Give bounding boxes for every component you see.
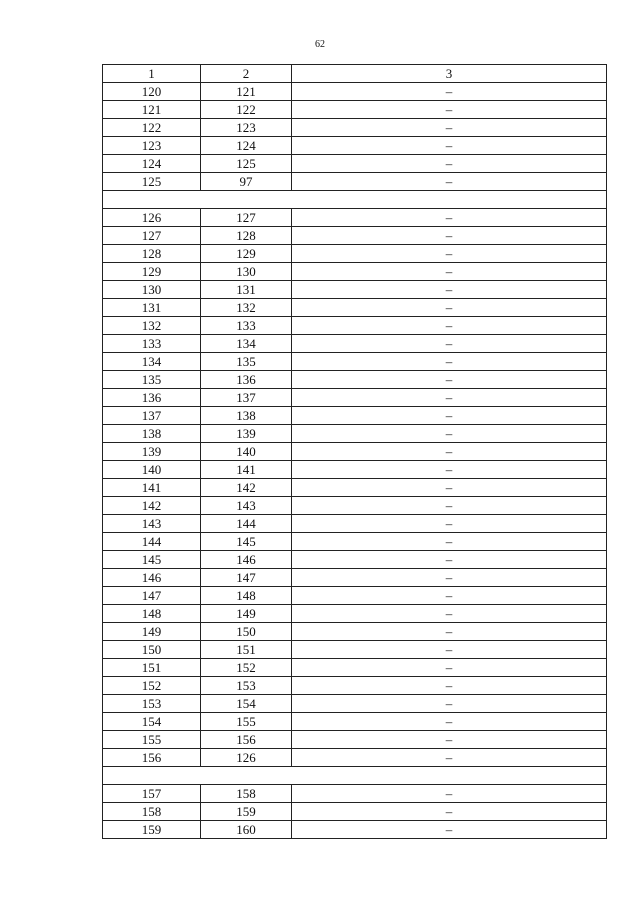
table-cell-col-2: 155 xyxy=(201,713,292,730)
table-cell-col-1: 155 xyxy=(103,731,201,748)
table-cell-col-1: 146 xyxy=(103,569,201,586)
table-cell-col-3: – xyxy=(445,336,453,351)
table-cell-col-2: 121 xyxy=(201,83,292,100)
table-cell-col-1: 150 xyxy=(103,641,201,658)
table-row xyxy=(103,334,606,352)
table-row xyxy=(103,136,606,154)
table-cell-col-3: – xyxy=(445,156,453,171)
table-cell-col-2: 126 xyxy=(201,749,292,766)
table-cell-col-3: – xyxy=(445,246,453,261)
table-separator-row xyxy=(103,766,606,784)
table-cell-col-1: 143 xyxy=(103,515,201,532)
table-cell-col-3: – xyxy=(445,444,453,459)
table-row xyxy=(103,622,606,640)
table-cell-col-2: 131 xyxy=(201,281,292,298)
table-row xyxy=(103,586,606,604)
table-cell-col-2: 124 xyxy=(201,137,292,154)
table-row xyxy=(103,352,606,370)
table-row xyxy=(103,262,606,280)
table-cell-col-3: – xyxy=(445,786,453,801)
table-cell-col-3: – xyxy=(445,426,453,441)
table-cell-col-1: 138 xyxy=(103,425,201,442)
table-cell-col-1: 154 xyxy=(103,713,201,730)
table-cell-col-2: 150 xyxy=(201,623,292,640)
table-cell-col-1: 122 xyxy=(103,119,201,136)
table-cell-col-1: 148 xyxy=(103,605,201,622)
table-cell-col-3: – xyxy=(445,84,453,99)
table-cell-col-3: – xyxy=(445,822,453,837)
table-cell-col-1: 141 xyxy=(103,479,201,496)
header-col-1: 1 xyxy=(103,65,201,82)
table-cell-col-3: – xyxy=(445,642,453,657)
table-cell-col-2: 148 xyxy=(201,587,292,604)
table-cell-col-1: 130 xyxy=(103,281,201,298)
table-cell-col-1: 149 xyxy=(103,623,201,640)
table-cell-col-3: – xyxy=(445,588,453,603)
table-cell-col-1: 137 xyxy=(103,407,201,424)
table-cell-col-3: – xyxy=(445,282,453,297)
table-cell-col-2: 128 xyxy=(201,227,292,244)
table-row xyxy=(103,298,606,316)
table-cell-col-1: 136 xyxy=(103,389,201,406)
table-cell-col-1: 121 xyxy=(103,101,201,118)
header-col-2: 2 xyxy=(201,65,292,82)
table-cell-col-1: 144 xyxy=(103,533,201,550)
page-number: 62 xyxy=(315,39,325,50)
table-cell-col-2: 140 xyxy=(201,443,292,460)
table-cell-col-1: 145 xyxy=(103,551,201,568)
table-row xyxy=(103,784,606,802)
table-row xyxy=(103,154,606,172)
table-cell-col-2: 156 xyxy=(201,731,292,748)
table-row xyxy=(103,496,606,514)
table-cell-col-1: 156 xyxy=(103,749,201,766)
table-cell-col-1: 139 xyxy=(103,443,201,460)
table-cell-col-3: – xyxy=(445,390,453,405)
table-cell-col-3: – xyxy=(445,498,453,513)
table-cell-col-3: – xyxy=(445,174,453,189)
table-cell-col-1: 129 xyxy=(103,263,201,280)
table-row xyxy=(103,730,606,748)
table-cell-col-2: 135 xyxy=(201,353,292,370)
table-cell-col-1: 153 xyxy=(103,695,201,712)
table-separator-row xyxy=(103,190,606,208)
table-cell-col-2: 138 xyxy=(201,407,292,424)
table-cell-col-2: 154 xyxy=(201,695,292,712)
table-cell-col-3: – xyxy=(445,408,453,423)
table-cell-col-1: 120 xyxy=(103,83,201,100)
table-row xyxy=(103,280,606,298)
table-cell-col-1: 125 xyxy=(103,173,201,190)
table-cell-col-3: – xyxy=(445,606,453,621)
table-cell-col-3: – xyxy=(445,732,453,747)
table-cell-col-1: 147 xyxy=(103,587,201,604)
table-row xyxy=(103,406,606,424)
table-cell-col-1: 123 xyxy=(103,137,201,154)
table-row xyxy=(103,820,606,838)
table-cell-col-3: – xyxy=(445,102,453,117)
table-row xyxy=(103,172,606,190)
table-cell-col-3: – xyxy=(445,372,453,387)
table-cell-col-2: 146 xyxy=(201,551,292,568)
table-cell-col-2: 160 xyxy=(201,821,292,838)
table-row xyxy=(103,568,606,586)
table-row xyxy=(103,694,606,712)
table-row xyxy=(103,316,606,334)
table-cell-col-1: 135 xyxy=(103,371,201,388)
table-row xyxy=(103,244,606,262)
table-cell-col-3: – xyxy=(445,318,453,333)
table-cell-col-3: – xyxy=(445,228,453,243)
table-row xyxy=(103,640,606,658)
table-cell-col-2: 134 xyxy=(201,335,292,352)
table-cell-col-3: – xyxy=(445,264,453,279)
table-cell-col-2: 125 xyxy=(201,155,292,172)
table-cell-col-3: – xyxy=(445,552,453,567)
table-cell-col-3: – xyxy=(445,462,453,477)
table-row xyxy=(103,748,606,766)
table-cell-col-2: 129 xyxy=(201,245,292,262)
table-cell-col-3: – xyxy=(445,750,453,765)
table-cell-col-2: 153 xyxy=(201,677,292,694)
table-row xyxy=(103,658,606,676)
table-cell-col-3: – xyxy=(445,210,453,225)
table-cell-col-3: – xyxy=(445,624,453,639)
table-cell-col-1: 151 xyxy=(103,659,201,676)
table-cell-col-3: – xyxy=(445,804,453,819)
table-row xyxy=(103,100,606,118)
table-cell-col-1: 158 xyxy=(103,803,201,820)
table-row xyxy=(103,424,606,442)
table-cell-col-2: 143 xyxy=(201,497,292,514)
table-cell-col-2: 147 xyxy=(201,569,292,586)
table-row xyxy=(103,442,606,460)
header-col-3: 3 xyxy=(445,66,453,81)
table-cell-col-1: 132 xyxy=(103,317,201,334)
table-row xyxy=(103,82,606,100)
table-cell-col-1: 124 xyxy=(103,155,201,172)
table-cell-col-2: 152 xyxy=(201,659,292,676)
table-cell-col-2: 151 xyxy=(201,641,292,658)
table-cell-col-2: 133 xyxy=(201,317,292,334)
data-table xyxy=(102,64,607,839)
table-row xyxy=(103,532,606,550)
table-cell-col-2: 142 xyxy=(201,479,292,496)
table-cell-col-1: 127 xyxy=(103,227,201,244)
table-row xyxy=(103,388,606,406)
table-cell-col-2: 139 xyxy=(201,425,292,442)
table-row xyxy=(103,550,606,568)
table-row xyxy=(103,676,606,694)
table-cell-col-1: 152 xyxy=(103,677,201,694)
table-row xyxy=(103,118,606,136)
table-cell-col-3: – xyxy=(445,354,453,369)
table-row xyxy=(103,208,606,226)
table-cell-col-2: 122 xyxy=(201,101,292,118)
table-cell-col-2: 127 xyxy=(201,209,292,226)
table-row xyxy=(103,802,606,820)
table-cell-col-1: 134 xyxy=(103,353,201,370)
table-row xyxy=(103,370,606,388)
table-cell-col-2: 145 xyxy=(201,533,292,550)
table-cell-col-2: 123 xyxy=(201,119,292,136)
table-cell-col-3: – xyxy=(445,714,453,729)
table-cell-col-2: 144 xyxy=(201,515,292,532)
table-cell-col-1: 131 xyxy=(103,299,201,316)
table-row xyxy=(103,478,606,496)
table-cell-col-2: 141 xyxy=(201,461,292,478)
table-cell-col-2: 159 xyxy=(201,803,292,820)
table-cell-col-2: 136 xyxy=(201,371,292,388)
table-cell-col-2: 97 xyxy=(201,173,292,190)
table-cell-col-1: 159 xyxy=(103,821,201,838)
table-cell-col-1: 128 xyxy=(103,245,201,262)
table-cell-col-3: – xyxy=(445,696,453,711)
table-cell-col-3: – xyxy=(445,120,453,135)
table-cell-col-1: 142 xyxy=(103,497,201,514)
table-cell-col-1: 157 xyxy=(103,785,201,802)
table-cell-col-3: – xyxy=(445,660,453,675)
table-row xyxy=(103,226,606,244)
table-row xyxy=(103,712,606,730)
table-row xyxy=(103,604,606,622)
table-cell-col-3: – xyxy=(445,570,453,585)
table-cell-col-2: 149 xyxy=(201,605,292,622)
table-cell-col-3: – xyxy=(445,534,453,549)
table-cell-col-3: – xyxy=(445,480,453,495)
table-cell-col-3: – xyxy=(445,678,453,693)
table-header-row xyxy=(103,64,606,82)
table-cell-col-2: 132 xyxy=(201,299,292,316)
table-cell-col-1: 126 xyxy=(103,209,201,226)
table-cell-col-2: 130 xyxy=(201,263,292,280)
table-cell-col-3: – xyxy=(445,138,453,153)
table-cell-col-2: 137 xyxy=(201,389,292,406)
table-cell-col-1: 133 xyxy=(103,335,201,352)
table-row xyxy=(103,514,606,532)
table-cell-col-3: – xyxy=(445,300,453,315)
table-cell-col-3: – xyxy=(445,516,453,531)
table-row xyxy=(103,460,606,478)
table-cell-col-1: 140 xyxy=(103,461,201,478)
table-cell-col-2: 158 xyxy=(201,785,292,802)
